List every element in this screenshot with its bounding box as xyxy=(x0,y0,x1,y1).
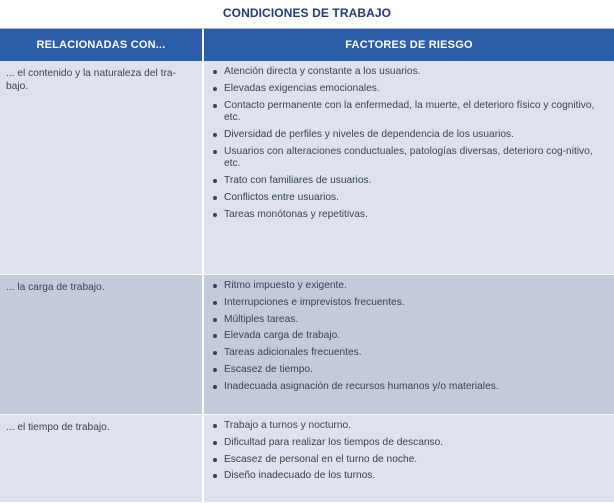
list-item: Interrupciones e imprevistos frecuentes. xyxy=(212,297,608,310)
table-row xyxy=(0,415,614,503)
list-item: Elevadas exigencias emocionales. xyxy=(212,83,608,96)
list-item: Atención directa y constante a los usuarios. xyxy=(212,66,608,79)
row-label: ... la carga de trabajo. xyxy=(0,275,204,414)
risk-list-cell xyxy=(204,61,614,274)
risk-list xyxy=(212,66,608,221)
list-item: Contacto permanente con la enfermedad, la muerte, el deterioro físico y cognitivo, etc. xyxy=(212,100,608,125)
row-label: ... el tiempo de trabajo. xyxy=(0,415,204,502)
header-risk-factors: FACTORES DE RIESGO xyxy=(345,39,473,51)
list-item: Tareas adicionales frecuentes. xyxy=(212,347,608,360)
row-label: ... el contenido y la naturaleza del tra-bajo. xyxy=(0,61,204,274)
page-title: CONDICIONES DE TRABAJO xyxy=(222,6,392,20)
list-item: Tareas monótonas y repetitivas. xyxy=(212,209,608,222)
list-item: Trato con familiares de usuarios. xyxy=(212,175,608,188)
list-item: Ritmo impuesto y exigente. xyxy=(212,280,608,293)
list-item: Inadecuada asignación de recursos humanos y/o materiales. xyxy=(212,381,608,394)
risk-list-cell xyxy=(204,275,614,414)
list-item: Diseño inadecuado de los turnos. xyxy=(212,470,608,483)
list-item: Múltiples tareas. xyxy=(212,314,608,327)
risk-factors-table xyxy=(0,28,614,503)
list-item: Usuarios con alteraciones conductuales, patologías diversas, deterioro cog-nitivo, etc. xyxy=(212,146,608,171)
risk-list xyxy=(212,420,608,483)
risk-list-cell xyxy=(204,415,614,502)
header-related-to: RELACIONADAS CON... xyxy=(0,29,204,61)
list-item: Escasez de personal en el turno de noche. xyxy=(212,454,608,467)
list-item: Elevada carga de trabajo. xyxy=(212,330,608,343)
table-header-row xyxy=(0,28,614,61)
list-item: Escasez de tiempo. xyxy=(212,364,608,377)
risk-list xyxy=(212,280,608,393)
table-row xyxy=(0,61,614,275)
list-item: Trabajo a turnos y nocturno. xyxy=(212,420,608,433)
table-row xyxy=(0,275,614,415)
list-item: Conflictos entre usuarios. xyxy=(212,192,608,205)
list-item: Diversidad de perfiles y niveles de dependencia de los usuarios. xyxy=(212,129,608,142)
list-item: Dificultad para realizar los tiempos de descanso. xyxy=(212,437,608,450)
